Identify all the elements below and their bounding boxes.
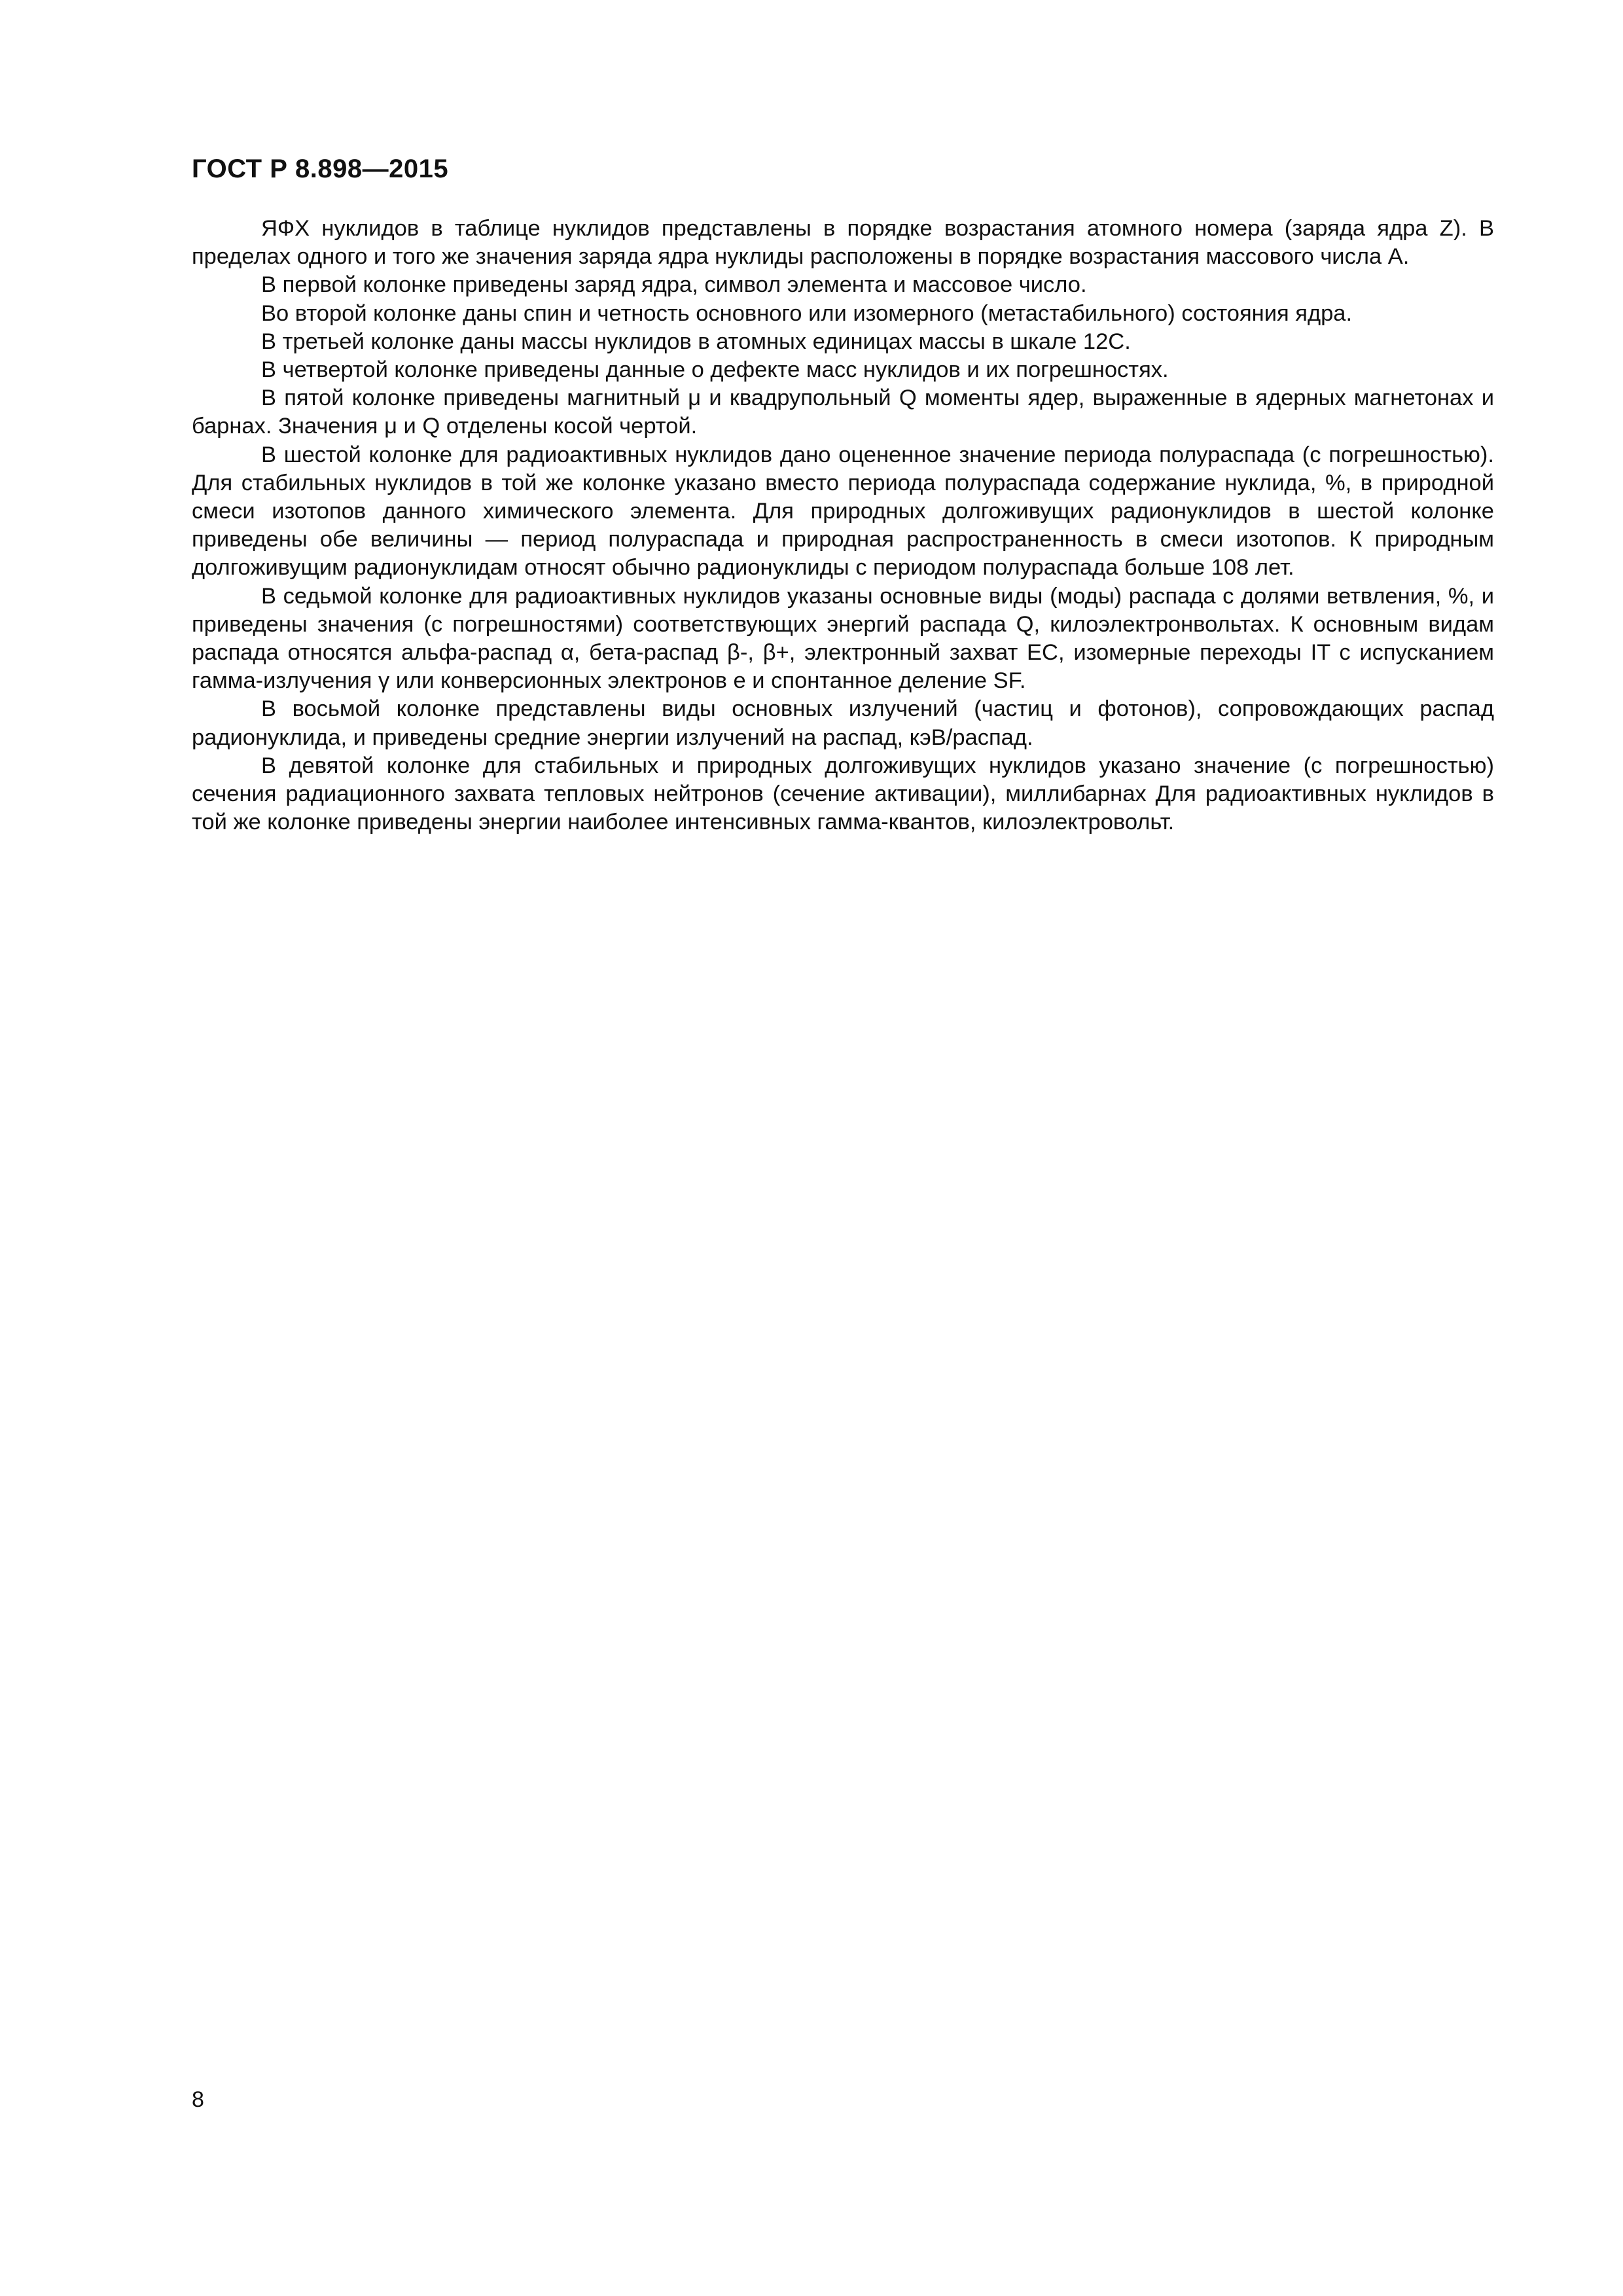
page-number: 8 [192, 2087, 204, 2112]
paragraph-column-8: В восьмой колонке представлены виды основных излучений (частиц и фотонов), сопровождающих распад радионуклида, и приведены средние энергии излучений на распад, кэВ/распад. [192, 696, 1494, 750]
paragraph-column-6: В шестой колонке для радиоактивных нуклидов дано оцененное значение периода полураспада (с погрешностью). Для стабильных нуклидов в той же колонке указано вместо периода полураспада содержание нуклида, %, в природной смеси изотопов данного химического элемента. Для природных долгоживущих радионуклидов в шестой колонке приведены обе величины — период полураспада и природная распространенность в смеси изотопов. К природным долгоживущим радионуклидам относят обычно радионуклиды с периодом полураспада больше 108 лет. [192, 442, 1494, 581]
paragraph-column-9: В девятой колонке для стабильных и природных долгоживущих нуклидов указано значение (с погрешностью) сечения радиационного захвата тепловых нейтронов (сечение активации), миллибарнах Для радиоактивных нуклидов в той же колонке приведены энергии наиболее интенсивных гамма-квантов, килоэлектровольт. [192, 753, 1494, 835]
paragraph-column-7: В седьмой колонке для радиоактивных нуклидов указаны основные виды (моды) распада с долями ветвления, %, и приведены значения (с погрешностями) соответствующих энергий распада Q, килоэлектронвольтах. К основным видам распада относятся альфа-распад α, бета-распад β-, β+, электронный захват EC, изомерные переходы IT с испусканием гамма-излучения γ или конверсионных электронов e и спонтанное деление SF. [192, 583, 1494, 694]
paragraph-column-1: В первой колонке приведены заряд ядра, символ элемента и массовое число. [261, 272, 1087, 298]
paragraph-column-5: В пятой колонке приведены магнитный μ и квадрупольный Q моменты ядер, выраженные в ядерных магнетонах и барнах. Значения μ и Q отделены косой чертой. [192, 386, 1494, 439]
paragraph-column-3: В третьей колонке даны массы нуклидов в атомных единицах массы в шкале 12C. [261, 329, 1131, 354]
body-text [192, 215, 1494, 836]
standard-code-header: ГОСТ Р 8.898—2015 [192, 154, 449, 183]
paragraph-column-4: В четвертой колонке приведены данные о дефекте масс нуклидов и их погрешностях. [261, 357, 1169, 383]
paragraph-column-2: Во второй колонке даны спин и четность основного или изомерного (метастабильного) состояния ядра. [261, 300, 1353, 326]
paragraph-nuclide-order: ЯФХ нуклидов в таблице нуклидов представлены в порядке возрастания атомного номера (заряда ядра Z). В пределах одного и того же значения заряда ядра нуклиды расположены в порядке возрастания массового числа A. [192, 216, 1494, 270]
